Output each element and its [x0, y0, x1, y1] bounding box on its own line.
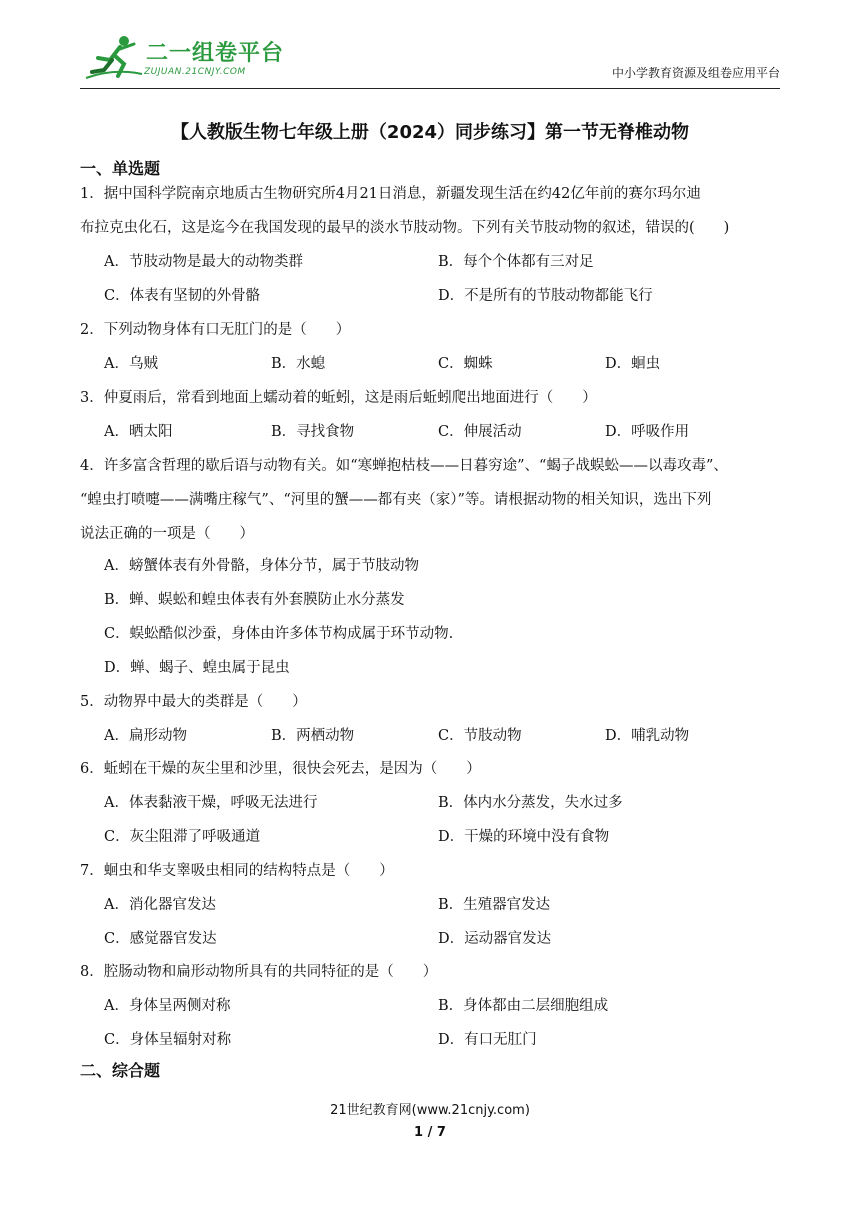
option-b: B．寻找食物 — [271, 424, 355, 440]
question-7-options — [104, 888, 780, 956]
section-heading-single-choice: 一、单选题 — [80, 159, 161, 178]
question-5-stem — [80, 685, 780, 719]
option-a: A．扁形动物 — [104, 728, 187, 744]
footer-site: 21世纪教育网(www.21cnjy.com) — [330, 1103, 530, 1118]
question-4-options — [104, 549, 780, 685]
option-a: A．乌贼 — [104, 356, 158, 372]
header-divider — [80, 88, 780, 89]
option-c: C．节肢动物 — [438, 728, 522, 744]
option-c: C．灰尘阻滞了呼吸通道 — [104, 829, 261, 845]
option-b: B．体内水分蒸发，失水过多 — [438, 795, 623, 811]
option-c: C．感觉器官发达 — [104, 931, 217, 947]
question-1-options — [104, 245, 780, 313]
page-number: 1 / 7 — [414, 1125, 446, 1140]
question-4-stem — [80, 449, 780, 551]
option-d: D．有口无肛门 — [438, 1032, 537, 1048]
question-3-options — [104, 415, 780, 449]
option-a: A．节肢动物是最大的动物类群 — [104, 254, 303, 270]
option-d: D．蛔虫 — [605, 356, 661, 372]
document-title: 【人教版生物七年级上册（2024）同步练习】第一节无脊椎动物 — [170, 122, 690, 143]
question-stem-line: 布拉克虫化石，这是迄今在我国发现的最早的淡水节肢动物。下列有关节肢动物的叙述，错误的( ) — [80, 220, 730, 236]
logo — [84, 34, 284, 80]
option-a: A．身体呈两侧对称 — [104, 998, 231, 1014]
question-2-stem — [80, 313, 780, 347]
section-heading-comprehensive: 二、综合题 — [80, 1061, 161, 1080]
question-2-options — [104, 347, 780, 381]
question-stem-line: 7．蛔虫和华支睾吸虫相同的结构特点是（ ） — [80, 863, 394, 879]
question-stem-line: 说法正确的一项是（ ） — [80, 526, 254, 542]
option-c: C．蜈蚣酷似沙蚕，身体由许多体节构成属于环节动物. — [104, 626, 454, 642]
option-b: B．蝉、蜈蚣和蝗虫体表有外套膜防止水分蒸发 — [104, 592, 405, 608]
logo-title: 二一组卷平台 — [146, 41, 285, 66]
question-6-options — [104, 786, 780, 854]
page-header — [80, 30, 780, 88]
question-3-stem — [80, 381, 780, 415]
page-footer — [0, 1100, 860, 1144]
question-6-stem — [80, 752, 780, 786]
question-stem-line: 8．腔肠动物和扁形动物所具有的共同特征的是（ ） — [80, 964, 438, 980]
option-a: A．晒太阳 — [104, 424, 173, 440]
option-d: D．呼吸作用 — [605, 424, 690, 440]
logo-subtitle: ZUJUAN.21CNJY.COM — [144, 67, 246, 77]
option-a: A．消化器官发达 — [104, 897, 216, 913]
option-d: D．哺乳动物 — [605, 728, 690, 744]
question-8-options — [104, 989, 780, 1057]
option-c: C．身体呈辐射对称 — [104, 1032, 232, 1048]
question-stem-line: 3．仲夏雨后，常看到地面上蠕动着的蚯蚓，这是雨后蚯蚓爬出地面进行（ ） — [80, 390, 597, 406]
question-7-stem — [80, 854, 780, 888]
runner-logo-icon — [84, 34, 144, 80]
question-stem-line: “蝗虫打喷嚏——满嘴庄稼气”、“河里的蟹——都有夹（家）”等。请根据动物的相关知识，选出下列 — [80, 492, 712, 508]
question-stem-line: 5．动物界中最大的类群是（ ） — [80, 694, 307, 710]
question-stem-line: 1．据中国科学院南京地质古生物研究所4月21日消息，新疆发现生活在约42亿年前的赛尔玛尔迪 — [80, 186, 701, 202]
option-c: C．体表有坚韧的外骨骼 — [104, 288, 261, 304]
option-c: C．伸展活动 — [438, 424, 522, 440]
question-stem-line: 4．许多富含哲理的歇后语与动物有关。如“寒蝉抱枯枝——日暮穷途”、“蝎子战蜈蚣——以毒攻毒”、 — [80, 458, 728, 474]
option-c: C．蜘蛛 — [438, 356, 493, 372]
option-a: A．体表黏液干燥，呼吸无法进行 — [104, 795, 318, 811]
option-b: B．生殖器官发达 — [438, 897, 551, 913]
option-d: D．干燥的环境中没有食物 — [438, 829, 610, 845]
option-b: B．身体都由二层细胞组成 — [438, 998, 609, 1014]
option-d: D．不是所有的节肢动物都能飞行 — [438, 288, 653, 304]
question-1-stem — [80, 177, 780, 245]
header-tagline: 中小学教育资源及组卷应用平台 — [611, 66, 780, 80]
option-b: B．水螅 — [271, 356, 326, 372]
option-b: B．两栖动物 — [271, 728, 355, 744]
question-stem-line: 6．蚯蚓在干燥的灰尘里和沙里，很快会死去，是因为（ ） — [80, 761, 481, 777]
option-b: B．每个个体都有三对足 — [438, 254, 594, 270]
question-8-stem — [80, 955, 780, 989]
question-stem-line: 2．下列动物身体有口无肛门的是（ ） — [80, 322, 351, 338]
question-5-options — [104, 719, 780, 753]
option-d: D．运动器官发达 — [438, 931, 552, 947]
option-a: A．螃蟹体表有外骨骼，身体分节，属于节肢动物 — [104, 558, 419, 574]
option-d: D．蝉、蝎子、蝗虫属于昆虫 — [104, 660, 290, 676]
